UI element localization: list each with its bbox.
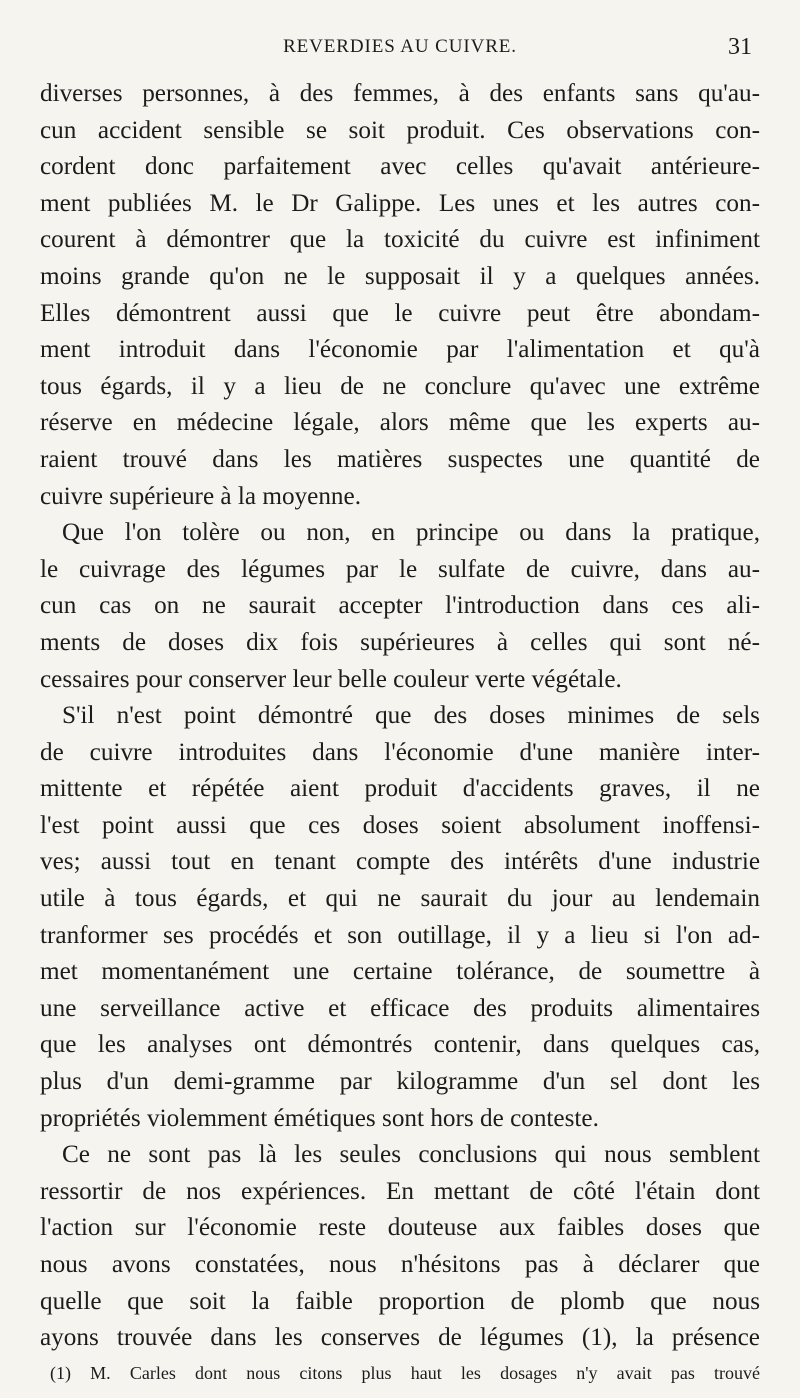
text-line: ments de doses dix fois supérieures à celles qui sont né- [40, 628, 760, 656]
paragraph [40, 515, 760, 698]
page-header [40, 34, 760, 74]
running-title: REVERDIES AU CUIVRE. [283, 36, 517, 57]
text-line: courent à démontrer que la toxicité du cuivre est infiniment [40, 226, 760, 254]
paragraph [40, 76, 760, 515]
text-line: met momentanément une certaine tolérance, de soumettre à [40, 958, 760, 986]
text-line: réserve en médecine légale, alors même que les experts au- [40, 409, 760, 437]
text-line: que les analyses ont démontrés contenir, dans quelques cas, [40, 1031, 760, 1059]
body-text [40, 76, 760, 1357]
text-line: tranformer ses procédés et son outillage, il y a lieu si l'on ad- [40, 921, 760, 949]
page-number: 31 [728, 34, 752, 60]
text-line: Ce ne sont pas là les seules conclusions qui nous semblent [62, 1141, 760, 1169]
text-line: quelle que soit la faible proportion de plomb que nous [40, 1287, 760, 1315]
text-line: raient trouvé dans les matières suspectes une quantité de [40, 445, 760, 473]
text-line: nous avons constatées, nous n'hésitons pas à déclarer que [40, 1251, 760, 1278]
text-line: cuivre supérieure à la moyenne. [40, 482, 361, 510]
text-line: diverses personnes, à des femmes, à des enfants sans qu'au- [40, 80, 760, 107]
text-line: cun cas on ne saurait accepter l'introduction dans ces ali- [40, 592, 760, 620]
paragraph [40, 1137, 760, 1357]
text-line: l'action sur l'économie reste douteuse aux faibles doses que [40, 1214, 760, 1242]
text-line: ment introduit dans l'économie par l'alimentation et qu'à [40, 336, 760, 364]
text-line: ayons trouvée dans les conserves de légumes (1), la présence [40, 1324, 760, 1352]
text-line: ressortir de nos expériences. En mettant de côté l'étain dont [40, 1177, 760, 1205]
text-line: plus d'un demi-gramme par kilogramme d'un sel dont les [40, 1068, 760, 1096]
paragraph [40, 698, 760, 1137]
text-line: propriétés violemment émétiques sont hors de conteste. [40, 1104, 599, 1132]
text-line: ves; aussi tout en tenant compte des intérêts d'une industrie [40, 848, 760, 876]
text-line: le cuivrage des légumes par le sulfate de cuivre, dans au- [40, 555, 760, 583]
text-line: de cuivre introduites dans l'économie d'une manière inter- [40, 738, 760, 766]
text-line: utile à tous égards, et qui ne saurait du jour au lendemain [40, 885, 760, 913]
text-line: l'est point aussi que ces doses soient absolument inoffensi- [40, 811, 760, 839]
text-line: cessaires pour conserver leur belle couleur verte végétale. [40, 665, 622, 693]
text-line: moins grande qu'on ne le supposait il y a quelques années. [40, 262, 760, 290]
text-line: cun accident sensible se soit produit. Ces observations con- [40, 116, 760, 144]
text-line: S'il n'est point démontré que des doses minimes de sels [62, 702, 760, 730]
text-line: ment publiées M. le Dr Galippe. Les unes et les autres con- [40, 189, 760, 217]
text-line: Que l'on tolère ou non, en principe ou dans la pratique, [62, 519, 760, 547]
text-line: Elles démontrent aussi que le cuivre peut être abondam- [40, 299, 760, 327]
footnote: (1) M. Carles dont nous citons plus haut les dosages n'y avait pas trouvé [50, 1362, 760, 1383]
text-line: une serveillance active et efficace des produits alimentaires [40, 994, 760, 1022]
text-line: tous égards, il y a lieu de ne conclure qu'avec une extrême [40, 372, 760, 400]
text-line: mittente et répétée aient produit d'accidents graves, il ne [40, 775, 760, 803]
text-line: cordent donc parfaitement avec celles qu'avait antérieure- [40, 153, 760, 181]
